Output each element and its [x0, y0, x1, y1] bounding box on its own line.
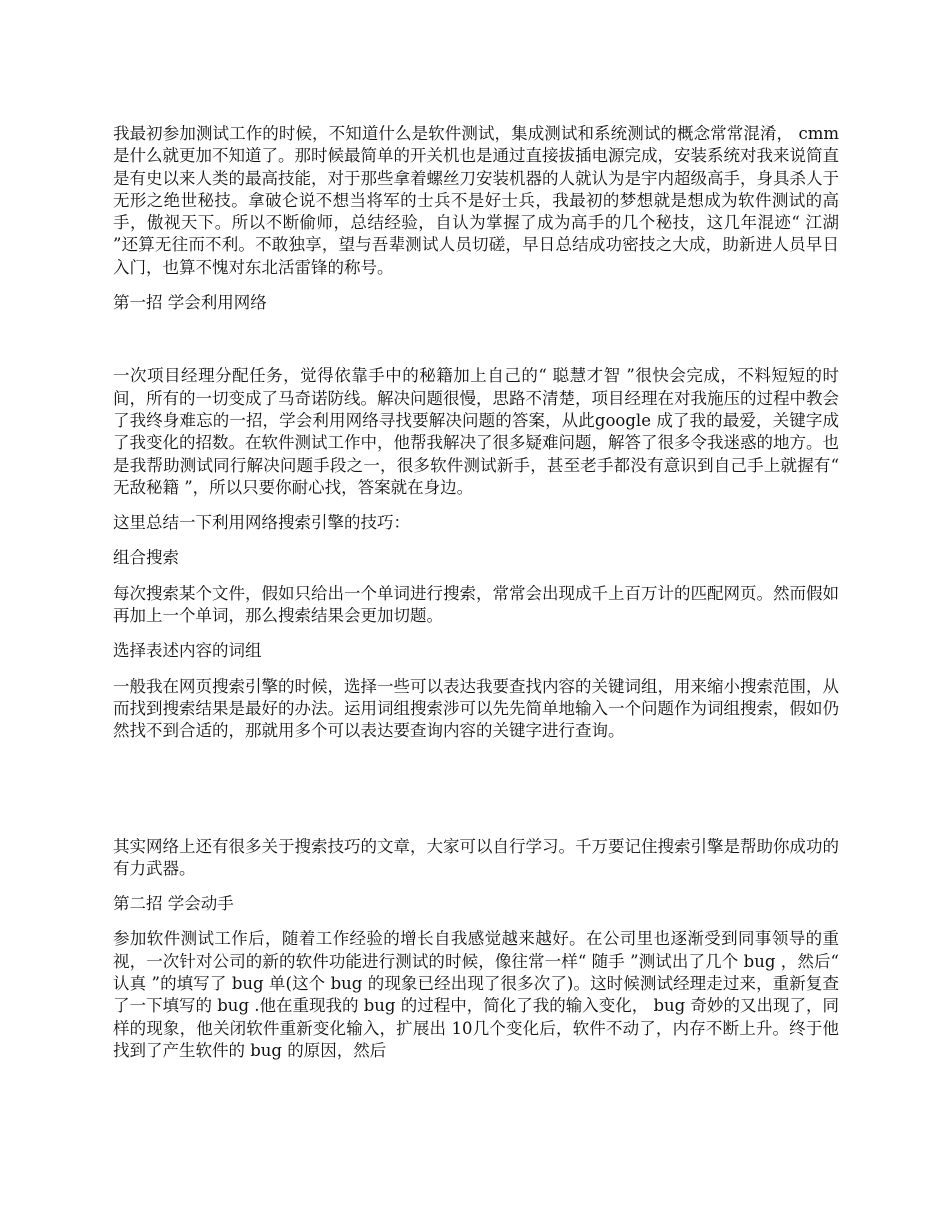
section-heading-1: 第一招 学会利用网络	[113, 293, 267, 313]
body-paragraph: 其实网络上还有很多关于搜索技巧的文章，大家可以自行学习。千万要记住搜索引擎是帮助你成功的有力武器。	[113, 836, 839, 878]
body-paragraph: 这里总结一下利用网络搜索引擎的技巧：	[113, 513, 410, 533]
body-paragraph: 每次搜索某个文件，假如只给出一个单词进行搜索，常常会出现成千上百万计的匹配网页。然而假如再加上一个单词，那么搜索结果会更加切题。	[113, 583, 839, 626]
subheading: 选择表述内容的词组	[113, 641, 262, 661]
blank-spacer	[113, 327, 839, 365]
body-paragraph: 一次项目经理分配任务，觉得依靠手中的秘籍加上自己的“ 聪慧才智 ”很快会完成，不料短短的时间，所有的一切变成了马奇诺防线。解决问题很慢，思路不清楚，项目经理在对我施压的过程中教会了我终身难忘的一招，学会利用网络寻找要解决问题的答案，从此google 成了我的最爱，关键字成了我变化的招数。在软件测试工作中，他帮我解决了很多疑难问题，解答了很多令我迷惑的地方。也是我帮助测试同行解决问题手段之一，很多软件测试新手，甚至老手都没有意识到自己手上就握有“ 无敌秘籍 ”，所以只要你耐心找，答案就在身边。	[113, 366, 839, 497]
blank-spacer	[113, 756, 839, 836]
section-heading-2: 第二招 学会动手	[113, 894, 234, 914]
body-paragraph: 参加软件测试工作后，随着工作经验的增长自我感觉越来越好。在公司里也逐渐受到同事领导的重视，一次针对公司的新的软件功能进行测试的时候，像往常一样“ 随手 ”测试出了几个 bug ，然后“ 认真 ”的填写了 bug 单(这个 bug 的现象已经出现了很多次了)。这时候测试经理走过来，重新复查了一下填写的 bug .他在重现我的 bug 的过程中，简化了我的输入变化， bug 奇妙的又出现了，同样的现象，他关闭软件重新变化输入，扩展出 10几个变化后，软件不动了，内存不断上升。终于他找到了产生软件的 bug 的原因，然后	[113, 929, 839, 1060]
intro-paragraph: 我最初参加测试工作的时候，不知道什么是软件测试，集成测试和系统测试的概念常常混淆， cmm 是什么就更加不知道了。那时候最简单的开关机也是通过直接拔插电源完成，安装系统对我来说简直是有史以来人类的最高技能，对于那些拿着螺丝刀安装机器的人就认为是宇内超级高手，身具杀人于无形之绝世秘技。拿破仑说不想当将军的士兵不是好士兵，我最初的梦想就是想成为软件测试的高手，傲视天下。所以不断偷师，总结经验，自认为掌握了成为高手的几个秘技，这几年混迹“ 江湖 ”还算无往而不利。不敢独享，望与吾辈测试人员切磋，早日总结成功密技之大成，助新进人员早日入门，也算不愧对东北活雷锋的称号。	[113, 124, 839, 277]
document-page	[113, 123, 839, 1075]
subheading: 组合搜索	[113, 548, 179, 568]
body-paragraph: 一般我在网页搜索引擎的时候，选择一些可以表达我要查找内容的关键词组，用来缩小搜索范围，从而找到搜索结果是最好的办法。运用词组搜索涉可以先先简单地输入一个问题作为词组搜索，假如仍然找不到合适的，那就用多个可以表达要查询内容的关键字进行查询。	[113, 676, 839, 741]
